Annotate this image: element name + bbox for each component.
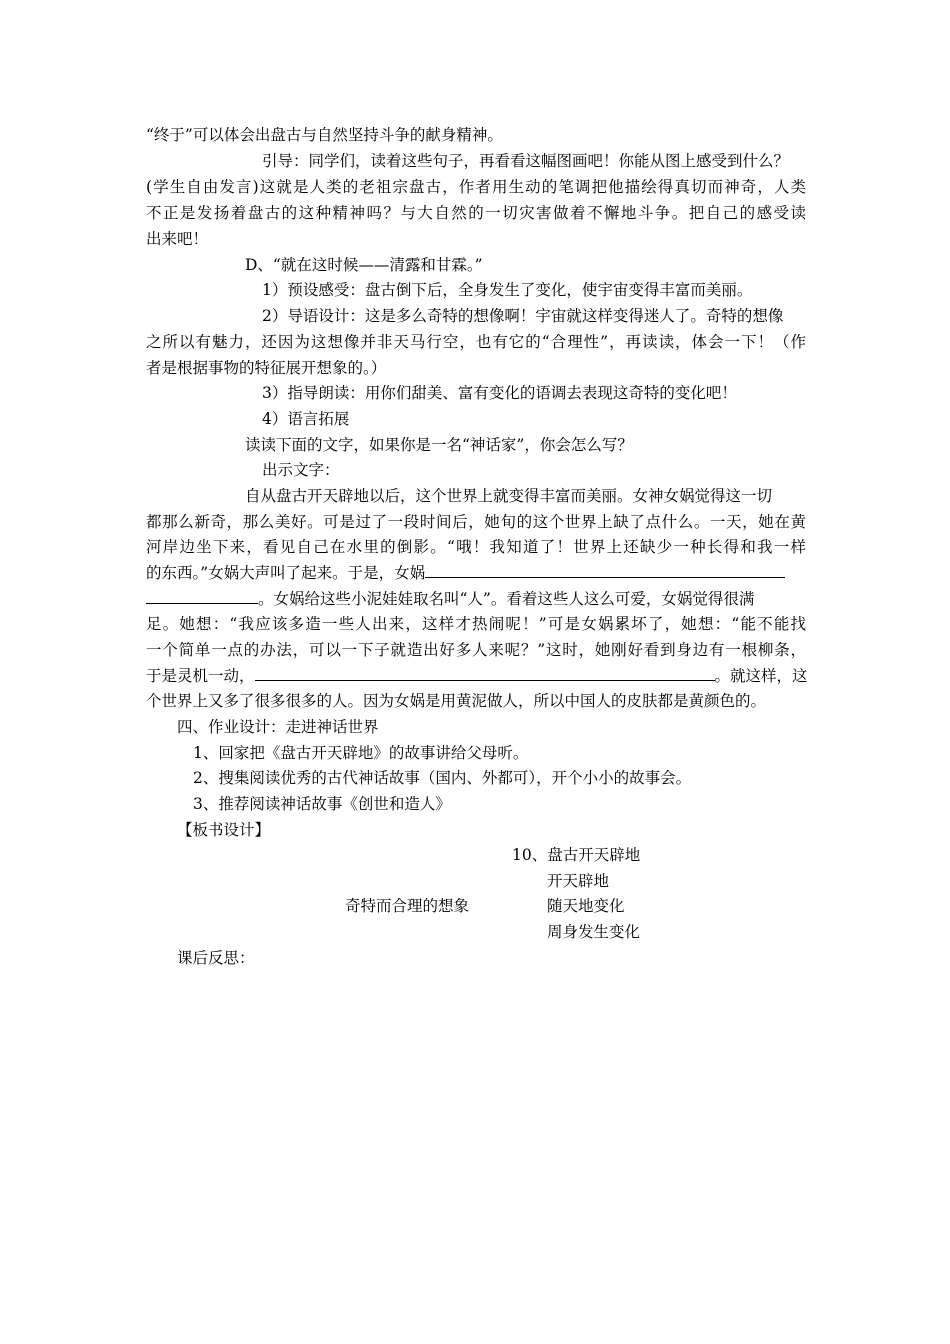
paragraph-text: 于是灵机一动， [146,667,255,685]
paragraph-line: 出示文字： [262,461,340,479]
paragraph-line [146,665,808,687]
paragraph-line: 不正是发扬着盘古的这种精神吗？与大自然的一切灾害做着不懈地斗争。把自己的感受读 [146,204,806,222]
board-left-label: 奇特而合理的想象 [345,897,470,915]
paragraph-line: 出来吧！ [146,230,209,248]
paragraph-line: 一个简单一点的办法，可以一下子就造出好多人来呢？”这时，她刚好看到身边有一根柳条， [146,641,806,659]
section-heading-d: D、“就在这时候——清露和甘霖。” [245,256,483,274]
paragraph-line [146,562,785,584]
reflection-label: 课后反思： [177,949,255,967]
homework-item: 1、回家把《盘古开天辟地》的故事讲给父母听。 [193,744,529,762]
board-design-heading: 【板书设计】 [177,821,271,839]
paragraph-line: 足。她想：“我应该多造一些人出来，这样才热闹呢！”可是女娲累坏了，她想：“能不能找 [146,615,806,633]
list-item: 3）指导朗读：用你们甜美、富有变化的语调去表现这奇特的变化吧！ [262,384,737,402]
section-heading: 四、作业设计：走进神话世界 [177,718,379,736]
list-item: 4）语言拓展 [262,410,350,428]
paragraph-text: 。女娲给这些小泥娃娃取名叫“人”。看着这些人这么可爱，女娲觉得很满 [258,590,755,608]
fill-in-blank[interactable] [255,666,715,681]
paragraph-line: 者是根据事物的特征展开想象的。） [146,359,387,377]
fill-in-blank[interactable] [146,589,258,604]
paragraph-text: 的东西。”女娲大声叫了起来。于是，女娲 [146,564,426,582]
fill-in-blank[interactable] [425,563,785,578]
paragraph-line: 河岸边坐下来，看见自己在水里的倒影。“哦！我知道了！世界上还缺少一种长得和我一样 [146,538,806,556]
paragraph-line: 之所以有魅力，还因为这想像并非天马行空，也有它的“合理性”，再读读，体会一下！（作 [146,333,806,351]
paragraph-line: 读读下面的文字，如果你是一名“神话家”，你会怎么写？ [245,436,633,454]
list-item: 2）导语设计：这是多么奇特的想像啊！宇宙就这样变得迷人了。奇特的想像 [262,307,784,325]
paragraph-line: 个世界上又多了很多很多的人。因为女娲是用黄泥做人，所以中国人的皮肤都是黄颜色的。 [146,692,767,710]
paragraph-line: (学生自由发言)这就是人类的老祖宗盘古，作者用生动的笔调把他描绘得真切而神奇，人类 [146,178,806,196]
paragraph-line: 引导：同学们，读着这些句子，再看看这幅图画吧！你能从图上感受到什么？ [262,152,790,170]
homework-item: 3、推荐阅读神话故事《创世和造人》 [193,795,451,813]
paragraph-line [146,588,754,610]
board-item: 随天地变化 [547,897,625,915]
list-item: 1）预设感受：盘古倒下后，全身发生了变化，使宇宙变得丰富而美丽。 [262,281,753,299]
board-item: 周身发生变化 [547,923,641,941]
homework-item: 2、搜集阅读优秀的古代神话故事（国内、外都可），开个小小的故事会。 [193,769,692,787]
board-title: 10、盘古开天辟地 [512,846,641,864]
board-item: 开天辟地 [547,872,610,890]
paragraph-line: 都那么新奇，那么美好。可是过了一段时间后，她旬的这个世界上缺了点什么。一天，她在黄 [146,513,806,531]
paragraph-line: 自从盘古开天辟地以后，这个世界上就变得丰富而美丽。女神女娲觉得这一切 [245,487,773,505]
paragraph-text: 。就这样，这 [714,667,808,685]
paragraph-line: “终于”可以体会出盘古与自然坚持斗争的献身精神。 [146,126,503,144]
